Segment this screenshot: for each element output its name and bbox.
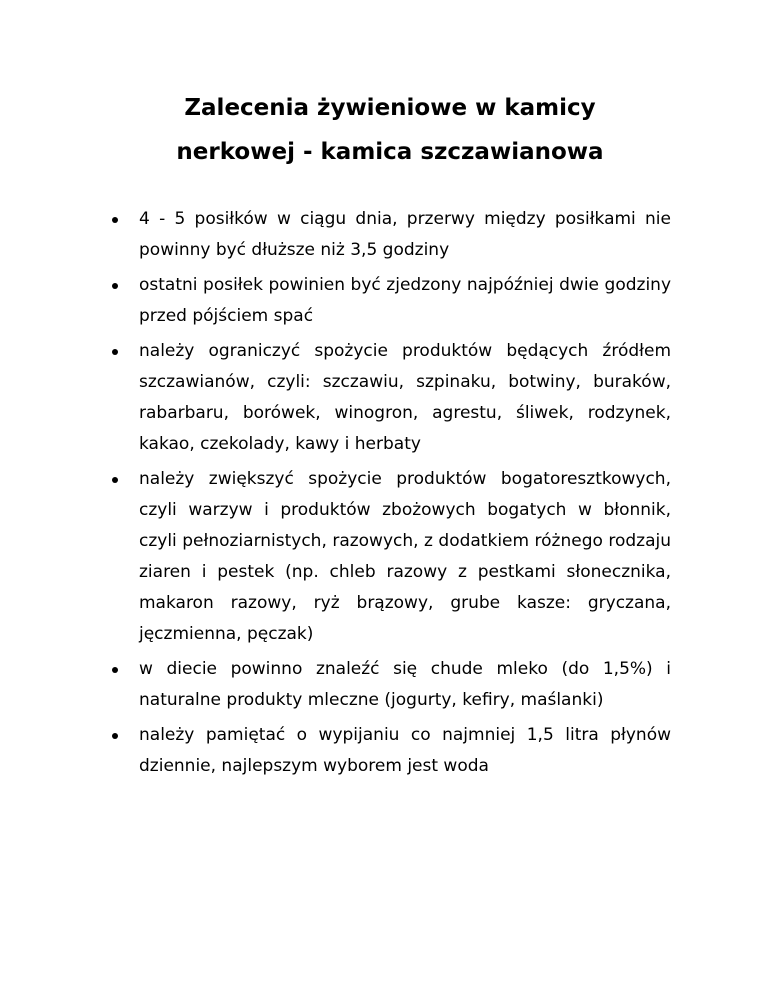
list-item xyxy=(0,270,671,332)
list-item-text: ostatni posiłek powinien być zjedzony najpóźniej dwie godziny przed pójściem spać xyxy=(139,275,671,326)
bullet-icon xyxy=(112,283,118,289)
list-item xyxy=(0,204,671,266)
list-item-text: należy pamiętać o wypijaniu co najmniej 1,5 litra płynów dziennie, najlepszym wyborem jest woda xyxy=(139,725,671,776)
list-item xyxy=(0,654,671,716)
title-line-1: Zalecenia żywieniowe w kamicy xyxy=(184,95,596,121)
bullet-icon xyxy=(112,217,118,223)
bullet-icon xyxy=(112,349,118,355)
title-line-2: nerkowej - kamica szczawianowa xyxy=(176,139,604,165)
list-item-text: w diecie powinno znaleźć się chude mleko (do 1,5%) i naturalne produkty mleczne (jogurty, kefiry, maślanki) xyxy=(139,659,671,710)
recommendations-list xyxy=(0,204,768,786)
bullet-icon xyxy=(112,477,118,483)
list-item-text: należy ograniczyć spożycie produktów będących źródłem szczawianów, czyli: szczawiu, szpinaku, botwiny, buraków, rabarbaru, borówek, winogron, agrestu, śliwek, rodzynek, kakao, czekolady, kawy i herbaty xyxy=(139,341,671,454)
list-item xyxy=(0,336,671,460)
list-item xyxy=(0,720,671,782)
page-title xyxy=(120,86,660,174)
bullet-icon xyxy=(112,667,118,673)
list-item-text: 4 - 5 posiłków w ciągu dnia, przerwy między posiłkami nie powinny być dłuższe niż 3,5 godziny xyxy=(139,209,671,260)
list-item-text: należy zwiększyć spożycie produktów bogatoresztkowych, czyli warzyw i produktów zbożowych bogatych w błonnik, czyli pełnoziarnistych, razowych, z dodatkiem różnego rodzaju ziaren i pestek (np. chleb razowy z pestkami słonecznika, makaron razowy, ryż brązowy, grube kasze: gryczana, jęczmienna, pęczak) xyxy=(139,469,671,644)
bullet-icon xyxy=(112,733,118,739)
list-item xyxy=(0,464,671,650)
